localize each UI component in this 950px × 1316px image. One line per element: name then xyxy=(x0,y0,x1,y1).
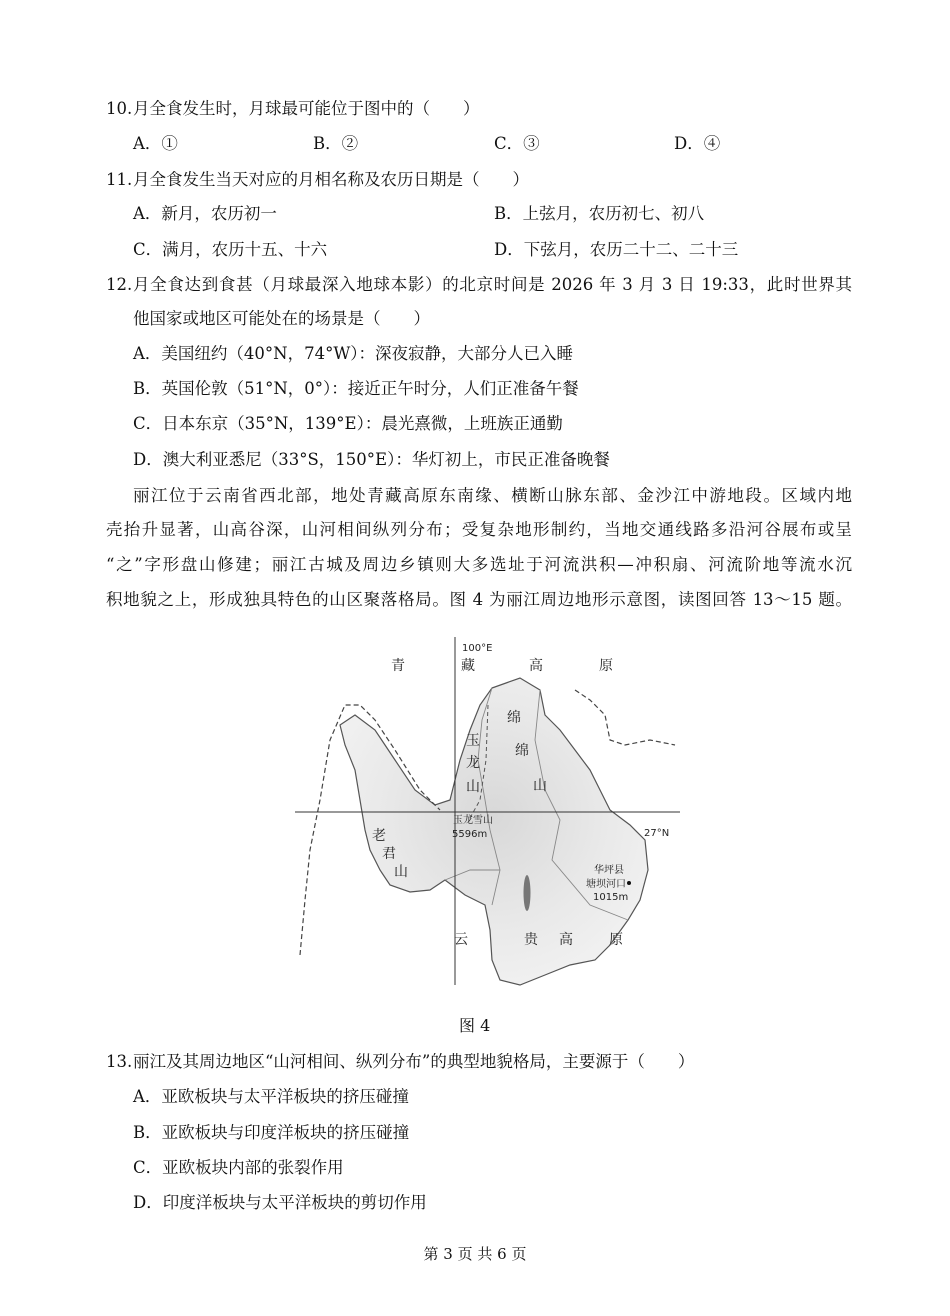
q13-stem: 丽江及其周边地区“山河相间、纵列分布”的典型地貌格局，主要源于（ ） xyxy=(133,1052,695,1071)
laojun-label-2: 君 xyxy=(382,846,396,862)
q10-option-b: B．② xyxy=(313,134,359,153)
yulong-label-3: 山 xyxy=(466,779,480,795)
q12-option-b: B．英国伦敦（51°N，0°）：接近正午时分，人们正准备午餐 xyxy=(133,379,579,398)
qingzang-label-1: 青 xyxy=(391,658,405,674)
yulong-label-1: 玉 xyxy=(466,733,480,749)
passage-line-4: 积地貌之上，形成独具特色的山区聚落格局。图 4 为丽江周边地形示意图，读图回答 13～15 题。 xyxy=(106,590,852,609)
q10-option-c: C．③ xyxy=(494,134,540,153)
lijiang-terrain-map xyxy=(293,633,685,989)
q11-stem: 月全食发生当天对应的月相名称及农历日期是（ ） xyxy=(133,170,529,189)
q10-stem: 月全食发生时，月球最可能位于图中的（ ） xyxy=(133,99,480,118)
q11-option-b: B．上弦月，农历初七、初八 xyxy=(494,204,705,223)
mianmian-label-3: 山 xyxy=(533,778,547,794)
passage-line-1: 丽江位于云南省西北部，地处青藏高原东南缘、横断山脉东部、金沙江中游地段。区域内地 xyxy=(133,486,852,505)
huaping-county-label: 华坪县 xyxy=(594,865,624,876)
qingzang-label-2: 藏 xyxy=(461,658,475,674)
meridian-label: 100°E xyxy=(462,643,493,654)
qingzang-label-4: 原 xyxy=(599,658,613,674)
q12-option-d: D．澳大利亚悉尼（33°S，150°E）：华灯初上，市民正准备晚餐 xyxy=(133,450,610,469)
dashed-line-northeast xyxy=(575,690,675,745)
q11-option-a: A．新月，农历初一 xyxy=(133,204,277,223)
q12-stem-line-2: 他国家或地区可能处在的场景是（ ） xyxy=(133,309,430,328)
yulong-label-2: 龙 xyxy=(466,755,480,771)
point-elevation-label: 1015m xyxy=(593,892,629,903)
lijiang-region-shape xyxy=(340,678,648,985)
passage-line-2: 壳抬升显著，山高谷深，山河相间纵列分布；受复杂地形制约，当地交通线路多沿河谷展布或呈 xyxy=(106,520,852,539)
passage-line-3: “之”字形盘山修建；丽江古城及周边乡镇则大多选址于河流洪积—冲积扇、河流阶地等流水沉 xyxy=(106,555,852,574)
q11-number: 11. xyxy=(106,170,133,189)
tangba-river-mouth-label: 塘坝河口 xyxy=(586,879,626,890)
q12-option-c: C．日本东京（35°N，139°E）：晨光熹微，上班族正通勤 xyxy=(133,414,563,433)
qingzang-label-3: 高 xyxy=(529,658,543,674)
laojun-label-1: 老 xyxy=(372,828,386,844)
q13-option-d: D．印度洋板块与太平洋板块的剪切作用 xyxy=(133,1193,427,1212)
yungui-label-4: 原 xyxy=(609,932,623,948)
yungui-label-2: 贵 xyxy=(524,932,538,948)
q10-option-a: A．① xyxy=(133,134,178,153)
q10-option-d: D．④ xyxy=(674,134,721,153)
mianmian-label-1: 绵 xyxy=(507,710,521,726)
q12-number: 12. xyxy=(106,275,133,294)
parallel-label: 27°N xyxy=(644,828,670,839)
tangba-river-mouth-marker xyxy=(627,881,631,885)
yungui-label-1: 云 xyxy=(454,932,468,948)
q10-number: 10. xyxy=(106,99,133,118)
peak-name-label: 玉龙雪山 xyxy=(453,815,493,826)
q13-option-b: B．亚欧板块与印度洋板块的挤压碰撞 xyxy=(133,1123,410,1142)
mianmian-label-2: 绵 xyxy=(515,743,529,759)
q13-option-a: A．亚欧板块与太平洋板块的挤压碰撞 xyxy=(133,1087,409,1106)
laojun-label-3: 山 xyxy=(394,864,408,880)
q11-option-c: C．满月，农历十五、十六 xyxy=(133,240,328,259)
yungui-label-3: 高 xyxy=(559,932,573,948)
peak-elevation-label: 5596m xyxy=(452,829,488,840)
page-footer: 第 3 页 共 6 页 xyxy=(423,1245,527,1263)
q13-number: 13. xyxy=(106,1052,133,1071)
q13-option-c: C．亚欧板块内部的张裂作用 xyxy=(133,1158,344,1177)
q11-option-d: D．下弦月，农历二十二、二十三 xyxy=(494,240,739,259)
q12-option-a: A．美国纽约（40°N，74°W）：深夜寂静，大部分人已入睡 xyxy=(133,344,574,363)
q12-stem-line-1: 月全食达到食甚（月球最深入地球本影）的北京时间是 2026 年 3 月 3 日 19:33，此时世界其 xyxy=(133,275,852,294)
figure-caption: 图 4 xyxy=(459,1016,491,1035)
lake-shape xyxy=(524,875,531,911)
